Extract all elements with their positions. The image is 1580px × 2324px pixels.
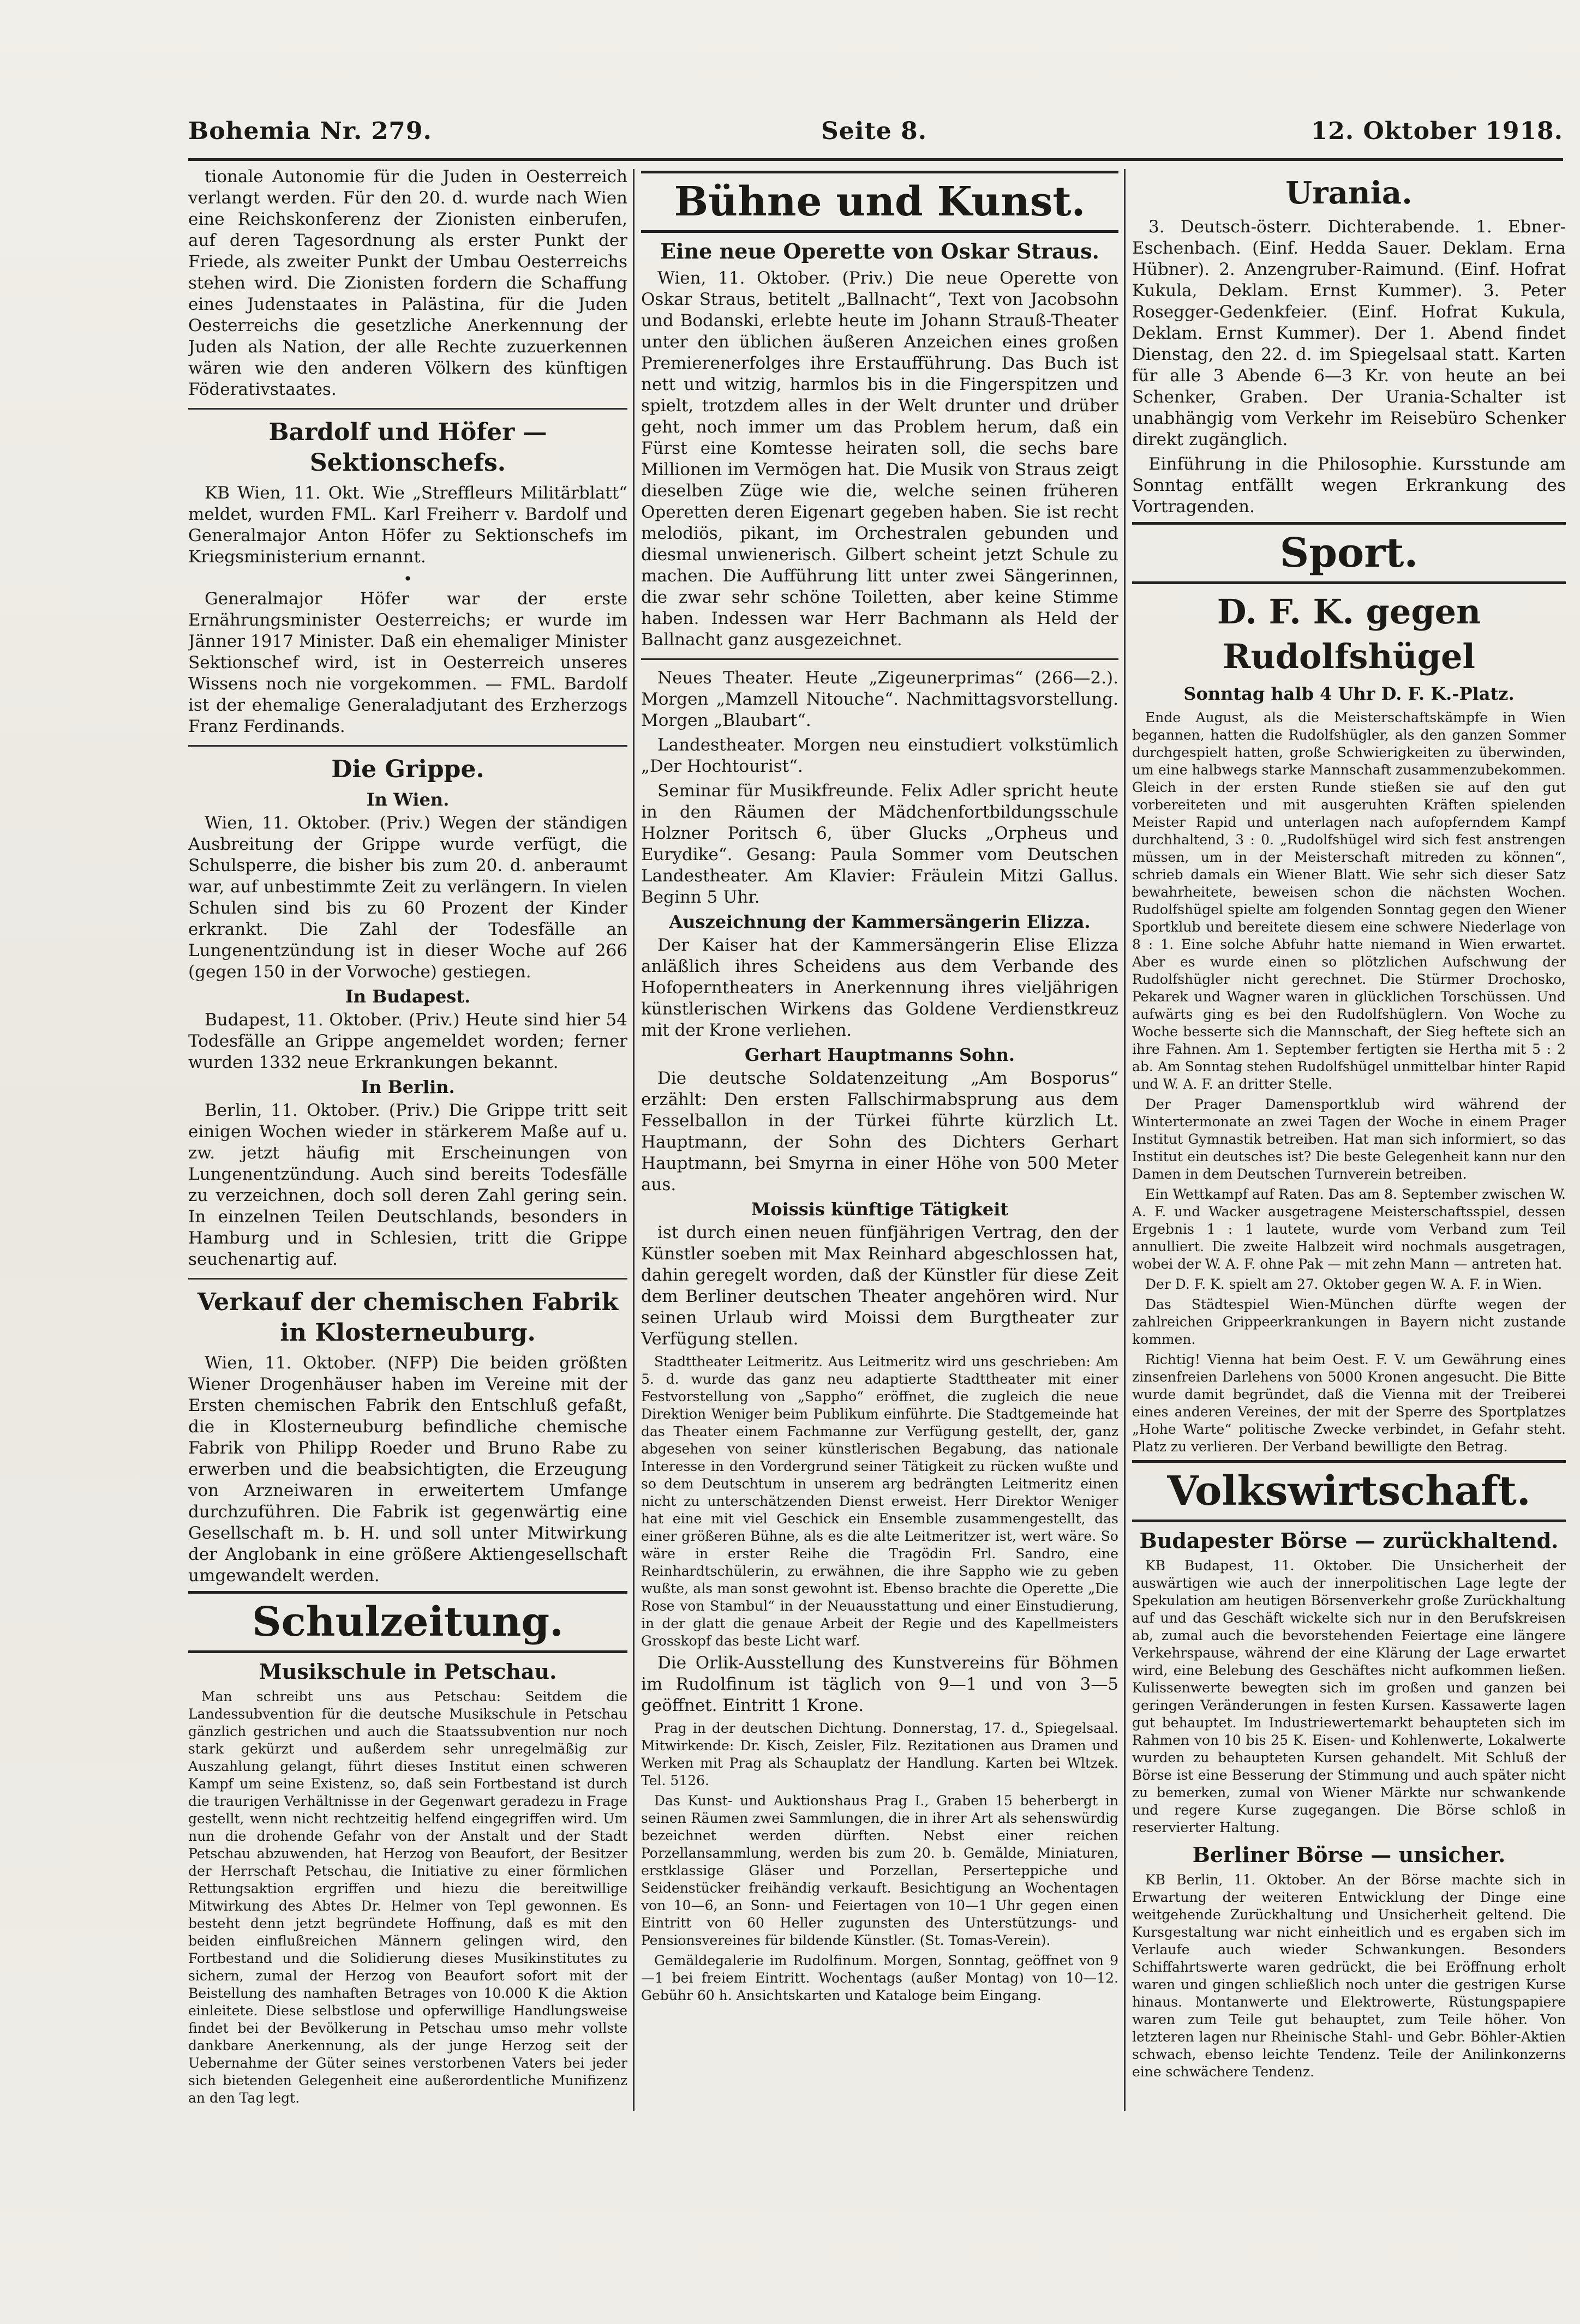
- article-grippe-text: Berlin, 11. Oktober. (Priv.) Die Grippe tritt seit einigen Wochen wieder in stärkerem Maße auf u. zw. jetzt häufig mit Erscheinungen von Lungenentzündung. Auch sind bereits Todesfälle zu verzeichnen, doch soll deren Zahl gering sein. In einzelnen Teilen Deutschlands, besonders in Hamburg und in Schlesien, tritt die Grippe seuchenartig auf.: [188, 1101, 627, 1269]
- masthead-paper-issue: Bohemia Nr. 279.: [188, 117, 432, 145]
- column-middle: [641, 166, 1118, 2108]
- article-sport-text: Ende August, als die Meisterschaftskämpfe in Wien begannen, hatten die Rudolfshügler, als den ganzen Sommer durchgespielt hatten, große Schwierigkeiten zu überwinden, um eine halbwegs starke Mannschaft zusammenzubekommen. Gleich in der ersten Runde stießen sie auf den gut vorbereiteten und mit ausgeruhten Kräften spielenden Meister Rapid und unterlagen nach aufopferndem Kampf durchhaltend, 3 : 0. „Rudolfshügel wird sich fest anstrengen müssen, um in der Meisterschaft mitreden zu können“, schrieb damals ein Wiener Blatt. Wie sehr sich dieser Satz bewahrheitete, beweisen schon die nächsten Wochen. Rudolfshügel spielte am folgenden Sonntag gegen den Wiener Sportklub und bereitete diesem eine schwere Niederlage von 8 : 1. Eine solche Abfuhr hatte niemand in Wien erwartet. Aber es wurde einen so plötzlichen Aufschwung der Rudolfshügler nicht gerechnet. Die Stürmer Drochosko, Pekarek und Wagner waren in glücklichen Torschüssen. Und aufwärts ging es bei den Rudolfshüglern. Von Woche zu Woche besserte sich die Mannschaft, der Sieg heftete sich an ihre Fahnen. Am 1. September fertigten sie Hertha mit 5 : 2 ab. Am Sonntag stehen Rudolfshügel unmittelbar hinter Rapid und W. A. F. an dritter Stelle.: [1132, 710, 1566, 1092]
- article-urania-text: 3. Deutsch-österr. Dichterabende. 1. Ebner-Eschenbach. (Einf. Hedda Sauer. Deklam. Erna Hübner). 2. Anzengruber-Raimund. (Einf. Hofrat Kukula, Deklam. Ernst Kummer). 3. Peter Rosegger-Gedenkfeier. (Einf. Hofrat Kukula, Deklam. Ernst Kummer). Der 1. Abend findet Dienstag, den 22. d. im Spiegelsaal statt. Karten für alle 3 Abende 6—3 Kr. von heute an bei Schenker, Graben. Der Urania-Schalter ist unabhängig vom Verkehr im Reisebüro Schenker direkt zugänglich.: [1132, 217, 1566, 449]
- notice-orlik: Die Orlik-Ausstellung des Kunstvereins für Böhmen im Rudolfinum ist täglich von 9—1 und von 3—5 geöffnet. Eintritt 1 Krone.: [641, 1653, 1118, 1715]
- notice-prag-dichtung: Prag in der deutschen Dichtung. Donnerstag, 17. d., Spiegelsaal. Mitwirkende: Dr. Kisch, Zeisler, Filz. Rezitationen aus Dramen und Werken mit Prag als Schauplatz der Handlung. Karten bei Wltzek. Tel. 5126.: [641, 1720, 1118, 1788]
- article-sport-text: Richtig! Vienna hat beim Oest. F. V. um Gewährung eines zinsenfreien Darlehens von 5000 Kronen angesucht. Die Bitte wurde damit begründet, daß die Vienna mit der Treiberei eines anderen Vereines, der mit der Sperre des Sportplatzes „Hohe Warte“ politische Zwecke verbindet, in Gefahr steht. Platz zu verlieren. Der Verband bewilligte den Betrag.: [1132, 1352, 1566, 1455]
- headline-berlin-boerse: Berliner Börse — unsicher.: [1192, 1842, 1506, 1867]
- article-berlin-boerse-text: KB Berlin, 11. Oktober. An der Börse machte sich in Erwartung der weiteren Entwicklung der Dinge eine weitgehende Zurückhaltung und Unsicherheit geltend. Die Kursgestaltung war nicht einheitlich und es ergaben sich im Verlaufe auch wieder Schwankungen. Besonders Schiffahrtswerte waren gedrückt, die bei Eröffnung erholt waren und gingen schließlich noch unter die gestrigen Kurse hinaus. Montanwerte und Elektrowerte, Rüstungspapiere waren zum Teile gut behauptet, zum Teile höher. Von letzteren lagen nur Rheinische Stahl- und Gebr. Böhler-Aktien schwach, ebenso leichte Tendenz. Teile der Anilinkonzerns eine schwächere Tendenz.: [1132, 1872, 1566, 2080]
- article-sport-text: Der Prager Damensportklub wird während der Wintertermonate an zwei Tagen der Woche in einem Prager Institut Gymnastik betreiben. Hat man sich informiert, so das Institut ein deutsches ist? Die beste Gelegenheit kann nur den Damen in dem Deutschen Turnverein betreiben.: [1132, 1096, 1566, 1182]
- article-leitmeritz-text: Stadttheater Leitmeritz. Aus Leitmeritz wird uns geschrieben: Am 5. d. wurde das ganz neu adaptierte Stadttheater mit einer Festvorstellung von „Sappho“ eröffnet, die zugleich die neue Direktion Weniger beim Publikum einführte. Die Stadtgemeinde hat das Theater einem Fachmanne zur Verfügung gestellt, der, ganz abgesehen von seiner künstlerischen Begabung, das nationale Interesse in den Vordergrund seiner Tätigkeit zu rücken wußte und so dem Deutschtum in unserem arg bedrängten Leitmeritz einen nicht zu unterschätzenden Dienst erweist. Herr Direktor Weniger hat eine mit viel Geschick ein Ensemble zusammengestellt, das einer größeren Bühne, als es die alte Leitmeritzer ist, wert wäre. So wäre in erster Reihe die Tragödin Frl. Sandro, eine Reinhardtschülerin, zu erwähnen, die ihre Sappho wie zu geben wußte, als man sonst gewohnt ist. Ebenso brachte die Operette „Die Rose von Stambul“ in der Neuausstattung und einer Einstudierung, in der glatt die genaue Arbeit der Regie und des Kapellmeisters Grosskopf das beste Licht warf.: [641, 1354, 1118, 1649]
- headline-musikschule: Musikschule in Petschau.: [259, 1659, 557, 1684]
- article-moissi-text: ist durch einen neuen fünfjährigen Vertrag, den der Künstler soeben mit Max Reinhard abgeschlossen hat, dahin geregelt worden, daß der Künstler für diese Zeit dem Berliner deutschen Theater angehören wird. Nur seinen Urlaub wird Moissi dem Burgtheater zur Verfügung stellen.: [641, 1223, 1118, 1349]
- headline-grippe: Die Grippe.: [331, 755, 484, 783]
- column-divider: [633, 169, 635, 2111]
- column-left: [188, 166, 627, 2108]
- article-sport-text: Das Städtespiel Wien-München dürfte wegen der zahlreichen Grippeerkrankungen in Bayern nicht zustande kommen.: [1132, 1296, 1566, 1347]
- article-sport-text: Der D. F. K. spielt am 27. Oktober gegen W. A. F. in Wien.: [1145, 1276, 1542, 1292]
- headline-urania: Urania.: [1285, 175, 1413, 211]
- section-title-volkswirtschaft: Volkswirtschaft.: [1132, 1460, 1566, 1522]
- article-hauptmann-text: Die deutsche Soldatenzeitung „Am Bosporus“ erzählt: Den ersten Fallschirmabsprung aus dem Fesselballon in der Türkei führte kürzlich Lt. Hauptmann, der Sohn des Dichters Gerhart Hauptmann, bei Smyrna in einer Höhe von 500 Meter aus.: [641, 1068, 1118, 1194]
- article-verkauf-text: Wien, 11. Oktober. (NFP) Die beiden größten Wiener Drogenhäuser haben im Vereine mit der Ersten chemischen Fabrik den Entschluß gefaßt, die in Klosterneuburg befindliche chemische Fabrik von Philipp Roeder und Bruno Rabe zu erwerben und die beabsichtigten, die Erzeugung von Arzneiwaren in erweitertem Umfange durchzuführen. Die Fabrik ist gegenwärtig eine Gesellschaft m. b. H. und soll unter Mitwirkung der Anglobank in eine größere Aktiengesellschaft umgewandelt werden.: [188, 1353, 627, 1586]
- notice-kunsthaus: Das Kunst- und Auktionshaus Prag I., Graben 15 beherbergt in seinen Räumen zwei Sammlungen, die in ihrer Art als sehenswürdig bezeichnet werden dürften. Nebst einer reichen Porzellansammlung, werden bis zum 20. b. Gemälde, Miniaturen, erstklassige Gläser und Porzellan, Perserteppiche und Seidenstücker freihändig verkauft. Besichtigung an Wochentagen von 10—6, an Sonn- und Feiertagen von 10—1 Uhr gegen einen Eintritt von 60 Heller zugunsten des Unterstützungs- und Pensionsvereines für bildende Künstler. (St. Tomas-Verein).: [641, 1793, 1118, 1948]
- masthead-page-number: Seite 8.: [821, 117, 927, 145]
- column-right: [1132, 166, 1566, 2108]
- article-bardolf-text: KB Wien, 11. Okt. Wie „Streffleurs Militärblatt“ meldet, wurden FML. Karl Freiherr v. Bardolf und Generalmajor Anton Höfer zu Sektionschefs im Kriegsministerium ernannt.: [188, 483, 627, 567]
- notice-landestheater: Landestheater. Morgen neu einstudiert volkstümlich „Der Hochtourist“.: [641, 735, 1118, 776]
- article-grippe-text: Budapest, 11. Oktober. (Priv.) Heute sind hier 54 Todesfälle an Grippe angemeldet worden; ferner wurden 1332 neue Erkrankungen bekannt.: [188, 1010, 627, 1072]
- article-urania-text: Einführung in die Philosophie. Kursstunde am Sonntag entfällt wegen Erkrankung des Vortragenden.: [1132, 454, 1566, 517]
- article-operette-text: Wien, 11. Oktober. (Priv.) Die neue Operette von Oskar Straus, betitelt „Ballnacht“, Text von Jacobsohn und Bodanski, erlebte heute im Johann Strauß-Theater unter den üblichen äußeren Anzeichen eines großen Premierenerfolges ihre Erstaufführung. Das Buch ist nett und witzig, harmlos bis in die Fingerspitzen und spielt, trotzdem alles in der Welt drunter und drüber geht, noch immer um das Problem herum, daß ein Fürst eine Komtesse heiraten soll, die sechs bare Millionen im Vermögen hat. Die Musik von Straus zeigt dieselben Züge wie die, welche seinen früheren Operetten deren Eigenart gegeben haben. Sie ist recht melodiös, pikant, im Orchestralen gebunden und diesmal unwienerisch. Gilbert scheint jetzt Schule zu machen. Die Aufführung litt unter zwei Sängerinnen, die zwar sehr schöne Toiletten, aber keine Stimme haben. Indessen war Herr Bachmann als Held der Ballnacht ganz ausgezeichnet.: [641, 268, 1118, 650]
- article-separator: [641, 658, 1118, 660]
- article-elizza-text: Der Kaiser hat der Kammersängerin Elise Elizza anläßlich ihres Scheidens aus dem Verbande des Hofoperntheaters in Anerkennung ihres vieljährigen künstlerischen Wirkens das Goldene Verdienstkreuz mit der Krone verliehen.: [641, 935, 1118, 1040]
- headline-elizza: Auszeichnung der Kammersängerin Elizza.: [669, 911, 1091, 932]
- subhead-berlin: In Berlin.: [361, 1077, 455, 1097]
- article-separator: [188, 1278, 627, 1280]
- masthead-rule: [188, 158, 1563, 161]
- subhead-wien: In Wien.: [366, 789, 450, 810]
- headline-budapest-boerse: Budapester Börse — zurückhaltend.: [1139, 1528, 1559, 1553]
- headline-hauptmann: Gerhart Hauptmanns Sohn.: [744, 1044, 1015, 1065]
- subhead-budapest: In Budapest.: [345, 986, 471, 1007]
- notice-neues-theater: Neues Theater. Heute „Zigeunerprimas“ (266—2.). Morgen „Mamzell Nitouche“. Nachmittagsvorstellung. Morgen „Blaubart“.: [641, 668, 1118, 730]
- headline-moissi: Moissis künftige Tätigkeit: [751, 1199, 1009, 1220]
- notice-seminar: Seminar für Musikfreunde. Felix Adler spricht heute in den Räumen der Mädchenfortbildungsschule Holzner Poritsch 6, über Glucks „Orpheus und Eurydike“. Gesang: Paula Sommer vom Deutschen Landestheater. Am Klavier: Fräulein Mitzi Gallus. Beginn 5 Uhr.: [641, 781, 1118, 907]
- masthead-date: 12. Oktober 1918.: [1310, 117, 1563, 145]
- article-musikschule-text: Man schreibt uns aus Petschau: Seitdem die Landessubvention für die deutsche Musikschule in Petschau gänzlich gestrichen und auch die Staatssubvention nur noch stark gekürzt und außerdem sehr unregelmäßig zur Auszahlung gelangt, führt dieses Institut einen schweren Kampf um seine Existenz, so, daß sein Fortbestand ist durch die traurigen Verhältnisse in der Gegenwart geradezu in Frage gestellt, wenn nicht rechtzeitig helfend eingegriffen wird. Um nun die drohende Gefahr von der Anstalt und der Stadt Petschau abzuwenden, hat Herzog von Beaufort, der Besitzer der Herrschaft Petschau, die Initiative zu einer förmlichen Rettungsaktion ergriffen und hiezu die bereitwillige Mitwirkung des Abtes Dr. Helmer von Tepl gewonnen. Es besteht denn jetzt begründete Hoffnung, daß es mit den beiden einflußreichen Männern gelingen wird, den Fortbestand und die Solidierung dieses Musikinstitutes zu sichern, zumal der Herzog von Beaufort sofort mit der Beistellung des namhaften Betrages von 10.000 K die Aktion einleitete. Diese selbstlose und opferwillige Handlungsweise findet bei der Bevölkerung in Petschau umso mehr vollste dankbare Anerkennung, als der junge Herzog seit der Uebernahme der Güter seines verstorbenen Vaters bei jeder sich bietenden Gelegenheit eine außerordentliche Munifizenz an den Tag legt.: [188, 1689, 627, 2106]
- notice-rudolfinum: Gemäldegalerie im Rudolfinum. Morgen, Sonntag, geöffnet von 9—1 bei freiem Eintritt. Wochentags (außer Montag) von 10—12. Gebühr 60 h. Ansichtskarten und Kataloge beim Eingang.: [641, 1953, 1118, 2003]
- section-title-buehne: Bühne und Kunst.: [641, 171, 1118, 233]
- article-bardolf-text: Generalmajor Höfer war der erste Ernährungsminister Oesterreichs; er wurde im Jänner 1917 Minister. Daß ein ehemaliger Minister Sektionschef wird, ist in Oesterreich unseres Wissens noch nie vorgekommen. — FML. Bardolf ist der ehemalige Generaladjutant des Erzherzogs Franz Ferdinands.: [188, 589, 627, 736]
- article-sport-text: Ein Wettkampf auf Raten. Das am 8. September zwischen W. A. F. und Wacker ausgetragene Meisterschaftsspiel, dessen Ergebnis 1 : 1 lautete, wurde vom Verband zum Teil annulliert. Die zweite Halbzeit wird nochmals ausgetragen, wobei der W. A. F. ohne Pak — mit zehn Mann — antreten hat.: [1132, 1186, 1566, 1272]
- headline-bardolf: Bardolf und Höfer — Sektionschefs.: [268, 418, 547, 477]
- section-title-sport: Sport.: [1132, 522, 1566, 584]
- subhead-dfk: Sonntag halb 4 Uhr D. F. K.-Platz.: [1183, 683, 1515, 704]
- section-title-schulzeitung: Schulzeitung.: [188, 1591, 627, 1653]
- headline-operette: Eine neue Operette von Oskar Straus.: [660, 239, 1099, 263]
- masthead: [188, 117, 1563, 150]
- article-zionisten-text: tionale Autonomie für die Juden in Oesterreich verlangt werden. Für den 20. d. wurde nach Wien eine Reichskonferenz der Zionisten einberufen, auf deren Tagesordnung als erster Punkt der Friede, als zweiter Punkt der Umbau Oesterreichs stehen wird. Die Zionisten fordern die Schaffung eines Judenstaates in Palästina, für die Juden Oesterreichs die gesetzliche Anerkennung der Juden als Nation, der alle Rechte zuzuerkennen wären wie den anderen Völkern des künftigen Föderativstaates.: [188, 167, 627, 399]
- headline-verkauf: Verkauf der chemischen Fabrik in Klosterneuburg.: [197, 1288, 619, 1347]
- article-separator: [188, 745, 627, 747]
- article-budapest-boerse-text: KB Budapest, 11. Oktober. Die Unsicherheit der auswärtigen wie auch der innerpolitischen Lage legte der Spekulation am heutigen Börsenverkehr große Zurückhaltung auf und das Geschäft wickelte sich nur in den Berufskreisen ab, zumal auch die bevorstehenden Feiertage eine längere Verkehrspause, während der eine Klärung der Lage erwartet wird, eine Belebung des Geschäftes nicht aufkommen ließen. Kulissenwerte bewegten sich im großen und ganzen bei geringen Veränderungen in festen Kursen. Kassawerte lagen gut behauptet. Im Industriewertemarkt behaupteten sich im Rahmen von 10 bis 25 K. Eisen- und Kohlenwerte, Lokalwerte wurden zu behaupteten Kursen gehandelt. Mit Schluß der Börse ist eine Besserung der Stimmung und auch später nicht zu bemerken, zumal von Wiener Märkte nur schwankende und regere Kurse zugegangen. Die Börse schloß in reservierter Haltung.: [1132, 1558, 1566, 1835]
- headline-dfk: D. F. K. gegen Rudolfshügel: [1217, 592, 1481, 676]
- article-separator: [188, 408, 627, 410]
- ornament-dot: •: [403, 570, 412, 588]
- column-divider: [1124, 169, 1126, 2111]
- article-grippe-text: Wien, 11. Oktober. (Priv.) Wegen der ständigen Ausbreitung der Grippe wurde verfügt, die Schulsperre, die bisher bis zum 20. d. anberaumt war, auf unbestimmte Zeit zu verlängern. In vielen Schulen sind bis zu 60 Prozent der Kinder erkrankt. Die Zahl der Todesfälle an Lungenentzündung ist in dieser Woche auf 266 (gegen 150 in der Vorwoche) gestiegen.: [188, 813, 627, 982]
